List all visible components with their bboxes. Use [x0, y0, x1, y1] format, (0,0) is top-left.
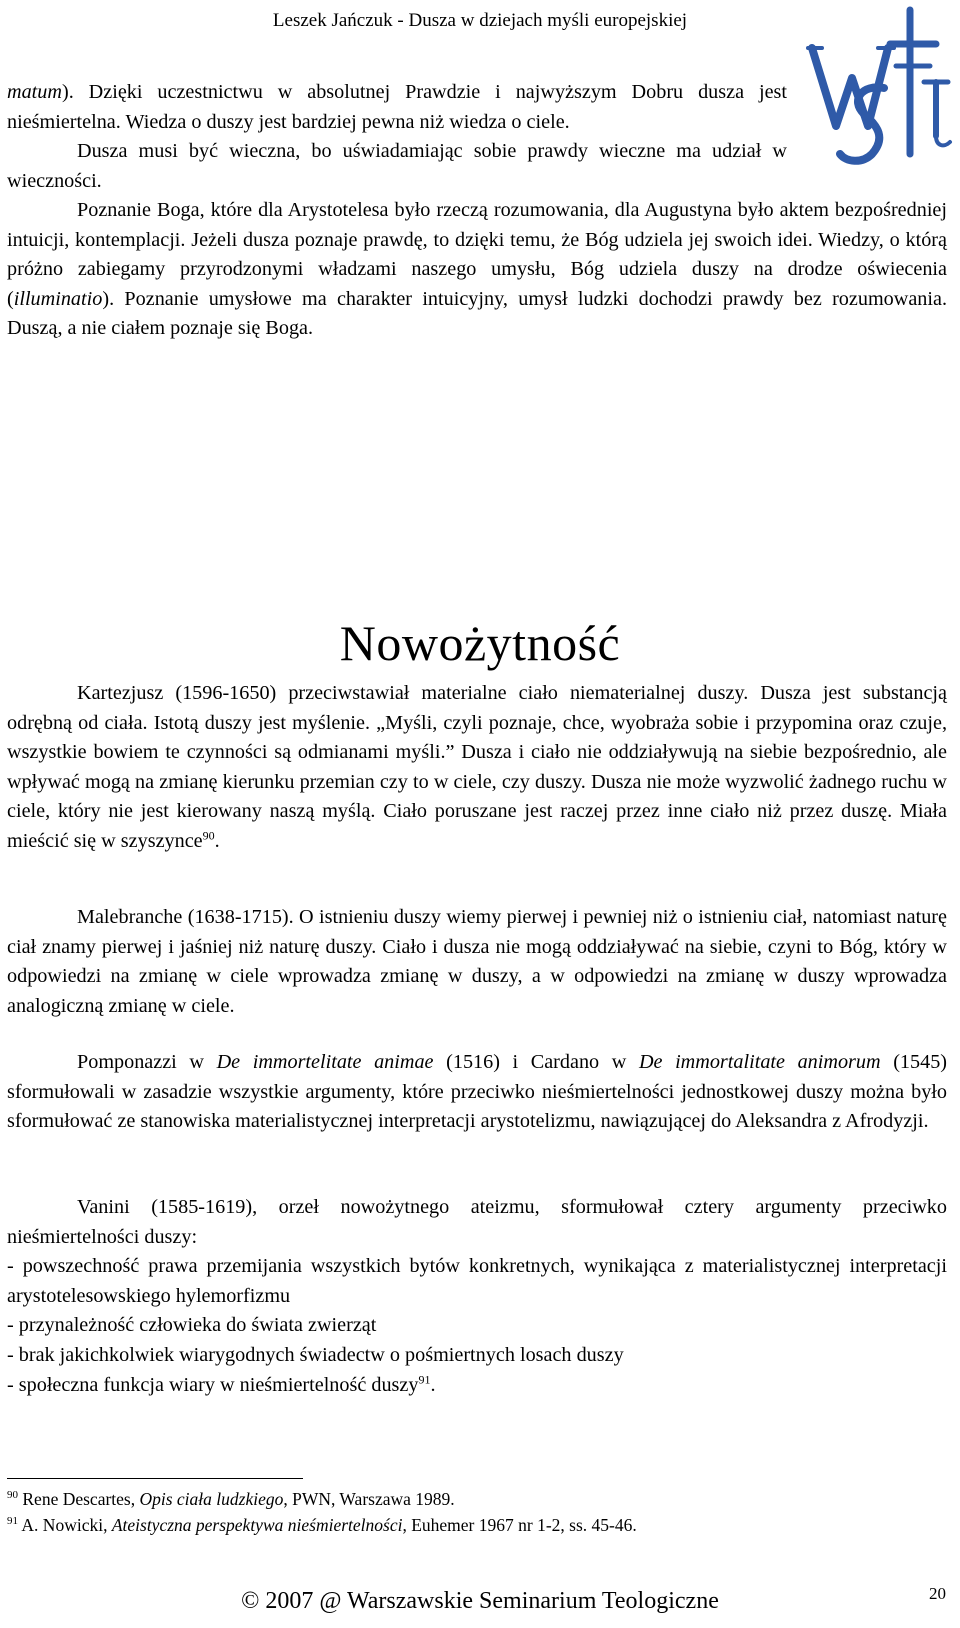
footnote-ref[interactable]: 91 — [418, 1371, 431, 1386]
paragraph-text: Kartezjusz (1596-1650) przeciwstawiał materialne ciało niematerialnej duszy. Dusza jest substancją odrębną od ciała. Istotą duszy jest myślenie. „Myśli, czyli poznaje, chce, wyobraża sobie i przypomina oraz czuje, wszystkie bowiem te czynności są odmianami myśli.” Dusza i ciało nie oddziaływują na siebie bezpośrednio, ale wpływać mogą na zmianę kierunku przemian czy to w ciele, czy duszy. Dusza nie może wyzwolić żadnego ruchu w ciele, który nie jest kierowany naszą myślą. Ciało poruszane jest raczej przez inne ciało niż przez duszę. Miała mieścić się w szyszynce — [7, 682, 947, 852]
footnote-item — [7, 1486, 947, 1512]
paragraph-text: Poznanie Boga, które dla Arystotelesa było rzeczą rozumowania, dla Augustyna było aktem bezpośredniej intuicji, kontemplacji. Jeżeli dusza poznaje prawdę, to dzięki temu, że Bóg udziela jej swoich idei. Wiedzy, o którą próżno zabiegamy przyrodzonymi władzami naszego umysłu, Bóg udziela duszy na drodze oświecenia ( — [7, 199, 947, 310]
paragraph-continuation — [7, 78, 787, 137]
paragraph-text: Malebranche (1638-1715). O istnieniu duszy wiemy pierwej i pewniej niż o istnieniu ciał, natomiast naturę ciał znamy pierwej i jaśniej niż naturę duszy. Ciało i dusza nie mogą oddziaływać na siebie, czyni to Bóg, który w odpowiedzi na zmianę w ciele wprowadza zmianę w duszy, a w odpowiedzi na zmianę w duszy wprowadza analogiczną zmianę w ciele. — [7, 906, 947, 1017]
list-item-end: . — [430, 1373, 436, 1396]
footnote-title: Opis ciała ludzkiego — [139, 1489, 284, 1509]
paragraph-text: (1545) sformułowali w zasadzie wszystkie argumenty, które przeciwko nieśmiertelności jednostkowej duszy można było sformułować ze stanowiska materialistycznej interpretacji arystotelizmu, nawiązującej do Aleksandra z Afrodyzji. — [7, 1051, 948, 1133]
footnote-text: A. Nowicki, — [21, 1515, 112, 1535]
paragraph-text: Pomponazzi w — [77, 1051, 217, 1073]
footnote-number: 91 — [7, 1515, 18, 1528]
page-number: 20 — [929, 1584, 946, 1603]
footnote-ref[interactable]: 90 — [202, 828, 215, 843]
running-header: Leszek Jańczuk - Dusza w dziejach myśli europejskiej — [272, 10, 688, 31]
paragraph-vanini — [7, 1193, 947, 1400]
footnote-text: , PWN, Warszawa 1989. — [283, 1489, 455, 1509]
paragraph-text: ). Dzięki uczestnictwu w absolutnej Prawdzie i najwyższym Dobru dusza jest nieśmiertelna. Wiedza o duszy jest bardziej pewna niż wiedza o ciele. — [7, 81, 787, 133]
footnotes — [7, 1486, 947, 1538]
list-item-text: - społeczna funkcja wiary w nieśmiertelność duszy — [7, 1373, 419, 1396]
book-title: De immortalitate animorum — [638, 1051, 881, 1073]
section-heading: Nowożytność — [339, 614, 621, 671]
book-title: De immortelitate animae — [216, 1051, 434, 1073]
paragraph-malebranche — [7, 903, 947, 1021]
footnote-title: Ateistyczna perspektywa nieśmiertelności — [111, 1515, 403, 1535]
footnote-text: , Euhemer 1967 nr 1-2, ss. 45-46. — [402, 1515, 637, 1535]
top-text-block — [7, 78, 787, 196]
paragraph-end: . — [214, 829, 220, 852]
italic-term: illuminatio — [13, 287, 103, 310]
list-item: - brak jakichkolwiek wiarygodnych świadectw o pośmiertnych losach duszy — [7, 1343, 624, 1366]
footnote-item — [7, 1512, 947, 1538]
paragraph-pomponazzi — [7, 1048, 947, 1137]
page-footer: © 2007 @ Warszawskie Seminarium Teologiczne — [241, 1588, 719, 1614]
list-item: - przynależność człowieka do świata zwierząt — [7, 1314, 377, 1337]
paragraph-text: ). Poznanie umysłowe ma charakter intuicyjny, umysł ludzki dochodzi prawdy bez rozumowania. Duszą, a nie ciałem poznaje się Boga. — [7, 287, 947, 340]
footnote-text: Rene Descartes, — [22, 1489, 140, 1509]
list-item — [7, 1371, 947, 1401]
footnote-number: 90 — [7, 1489, 18, 1502]
paragraph-knowing-god — [7, 196, 947, 344]
paragraph-text: Vanini (1585-1619), orzeł nowożytnego ateizmu, sformułował cztery argumenty przeciwko nieśmiertelności duszy: — [7, 1196, 947, 1248]
paragraph-eternity: Dusza musi być wieczna, bo uświadamiając sobie prawdy wieczne ma udział w wieczności. — [7, 140, 787, 192]
seminary-monogram-logo-icon — [806, 4, 954, 172]
paragraph-kartezjusz — [7, 679, 947, 857]
paragraph-text: (1516) i Cardano w — [433, 1051, 639, 1073]
list-item: - powszechność prawa przemijania wszystkich bytów konkretnych, wynikająca z materialistycznej interpretacji arystotelesowskiego hylemorfizmu — [7, 1255, 947, 1307]
footnote-divider — [7, 1478, 303, 1479]
italic-term: matum — [7, 81, 62, 103]
